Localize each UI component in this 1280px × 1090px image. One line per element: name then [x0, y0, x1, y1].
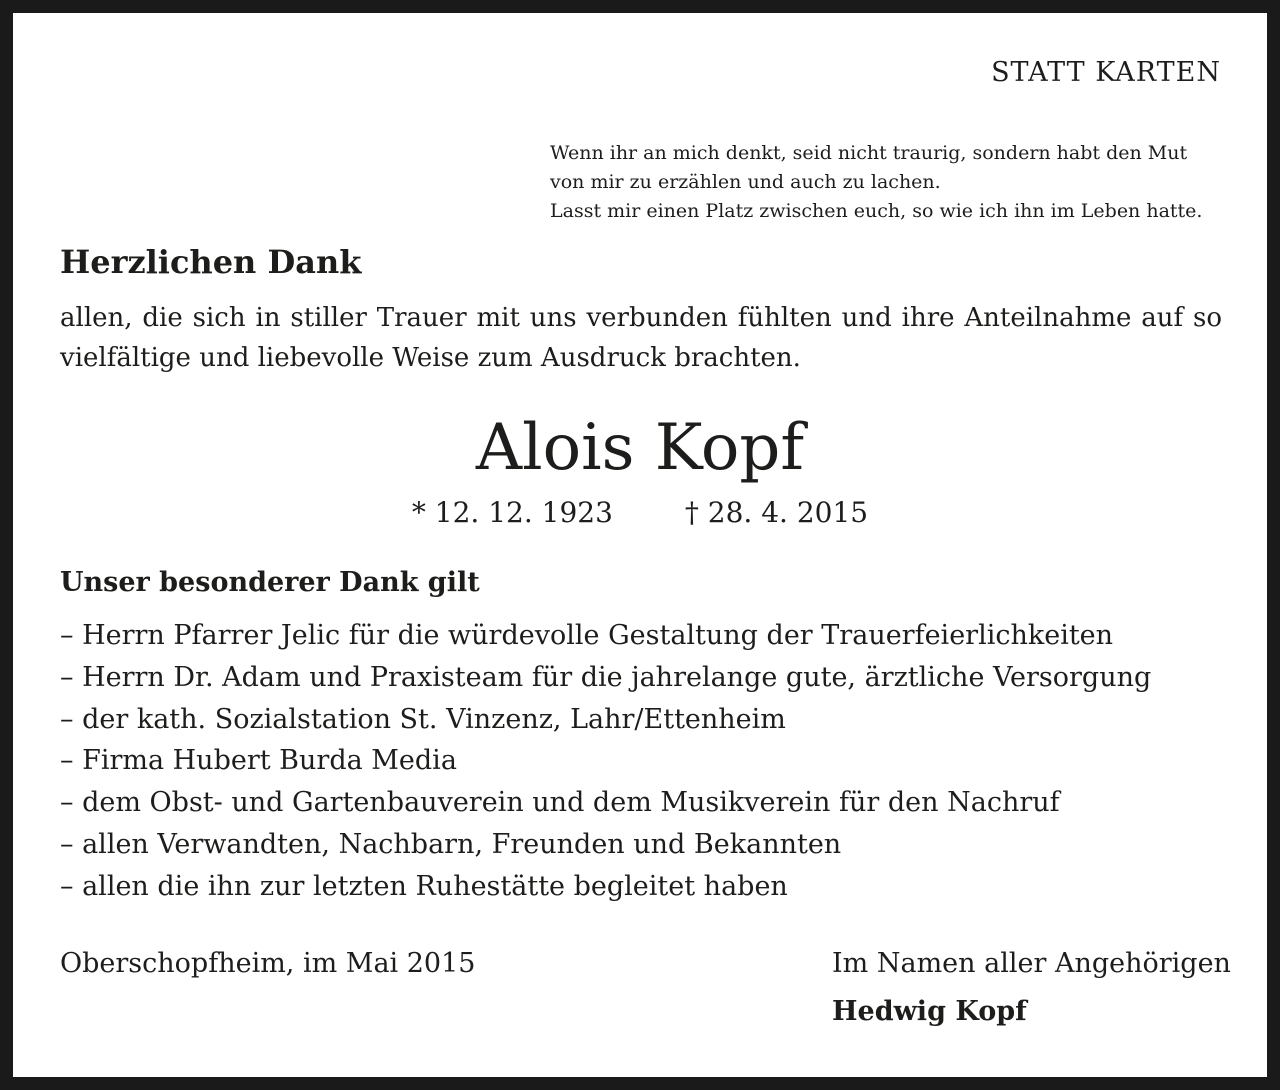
signoff-line: Im Namen aller Angehörigen — [832, 948, 1231, 979]
signer-name: Hedwig Kopf — [832, 996, 1027, 1027]
thanks-text: allen, die sich in stiller Trauer mit uns verbunden fühlten und ihre Anteilnahme auf so vielfältige und liebevolle Weise zum Ausdruck brachten. — [60, 303, 1222, 373]
deceased-name: Alois Kopf — [475, 411, 805, 485]
list-item: – der kath. Sozialstation St. Vinzenz, Lahr/Ettenheim — [60, 703, 786, 735]
statt-karten-label: STATT KARTEN — [991, 57, 1221, 88]
birth-date: * 12. 12. 1923 — [411, 496, 613, 529]
list-item: – Herrn Dr. Adam und Praxisteam für die jahrelange gute, ärztliche Versorgung — [60, 661, 1152, 693]
list-item: – dem Obst- und Gartenbauverein und dem Musikverein für den Nachruf — [60, 787, 1060, 819]
list-item: – allen Verwandten, Nachbarn, Freunden und Bekannten — [60, 828, 842, 860]
place-and-date: Oberschopfheim, im Mai 2015 — [60, 948, 476, 979]
special-thanks-list — [60, 615, 1151, 908]
obituary-notice — [13, 13, 1267, 1077]
list-item: – Herrn Pfarrer Jelic für die würdevolle Gestaltung der Trauerfeierlichkeiten — [60, 620, 1114, 651]
quote-line: Wenn ihr an mich denkt, seid nicht traurig, sondern habt den Mut — [550, 142, 1188, 164]
list-item: – Firma Hubert Burda Media — [60, 745, 457, 777]
list-item: – allen die ihn zur letzten Ruhestätte begleitet haben — [60, 870, 788, 902]
life-dates — [13, 496, 1267, 529]
thanks-heading: Herzlichen Dank — [60, 243, 362, 281]
quote-line: von mir zu erzählen und auch zu lachen. — [550, 171, 941, 193]
memorial-quote — [550, 139, 1202, 226]
quote-line: Lasst mir einen Platz zwischen euch, so wie ich ihn im Leben hatte. — [550, 200, 1203, 222]
death-date: † 28. 4. 2015 — [684, 496, 869, 529]
special-thanks-heading: Unser besonderer Dank gilt — [60, 567, 480, 598]
